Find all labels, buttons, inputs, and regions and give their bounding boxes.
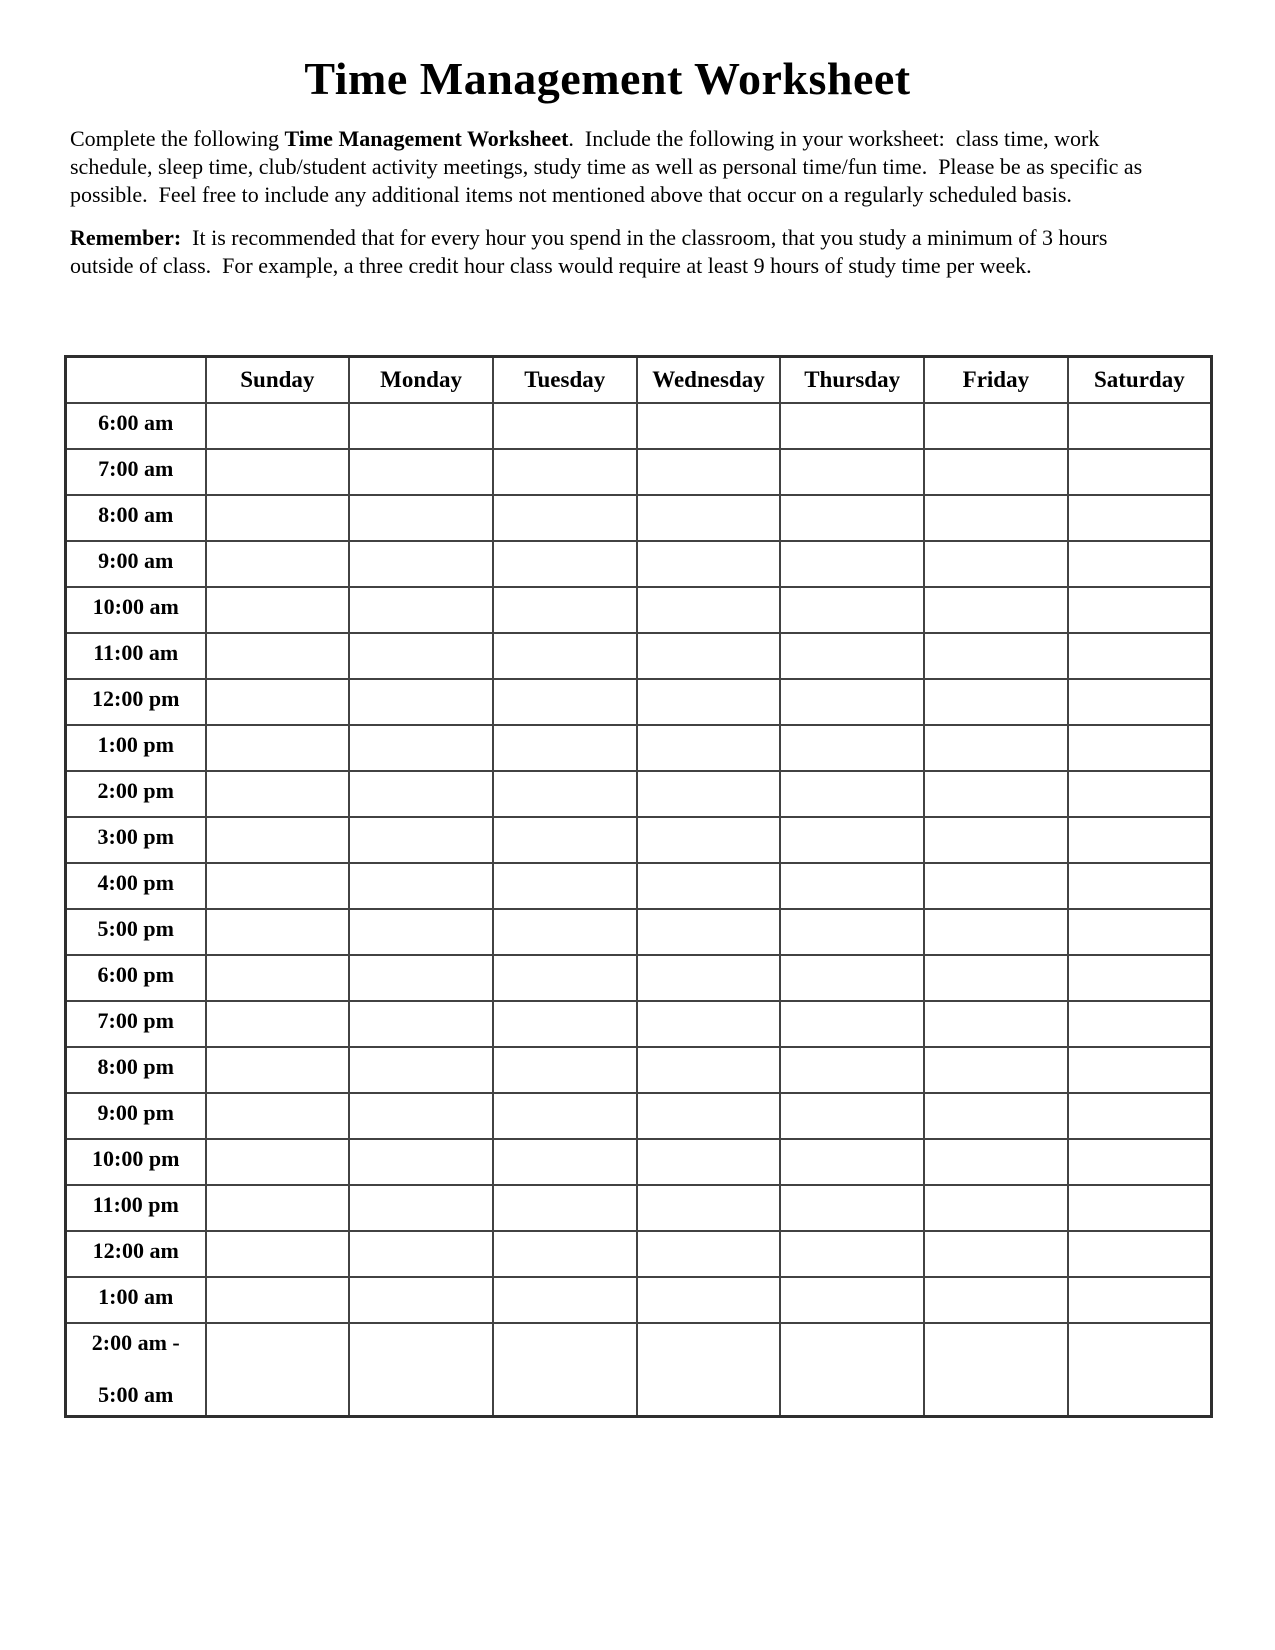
schedule-cell (1068, 449, 1212, 495)
schedule-cell (493, 955, 637, 1001)
day-header-saturday: Saturday (1068, 357, 1212, 403)
schedule-cell (1068, 1323, 1212, 1417)
schedule-cell (493, 1277, 637, 1323)
table-row (66, 909, 1212, 955)
schedule-cell (493, 1139, 637, 1185)
schedule-cell (780, 1185, 924, 1231)
schedule-cell (924, 725, 1068, 771)
schedule-cell (349, 403, 493, 449)
intro-paragraph (70, 125, 1148, 209)
schedule-cell (1068, 771, 1212, 817)
schedule-cell (924, 1139, 1068, 1185)
day-header-friday: Friday (924, 357, 1068, 403)
schedule-cell (206, 955, 350, 1001)
time-label: 8:00 am (66, 495, 206, 541)
schedule-cell (780, 449, 924, 495)
schedule-cell (493, 679, 637, 725)
schedule-cell (349, 1139, 493, 1185)
schedule-cell (206, 771, 350, 817)
reminder-paragraph (70, 224, 1145, 280)
schedule-cell (637, 1093, 781, 1139)
schedule-cell (206, 587, 350, 633)
schedule-cell (637, 771, 781, 817)
time-label: 11:00 am (66, 633, 206, 679)
schedule-cell (637, 1231, 781, 1277)
schedule-cell (349, 633, 493, 679)
table-row (66, 403, 1212, 449)
schedule-cell (349, 771, 493, 817)
schedule-cell (780, 909, 924, 955)
time-label: 1:00 am (66, 1277, 206, 1323)
table-row (66, 955, 1212, 1001)
time-label: 7:00 am (66, 449, 206, 495)
schedule-cell (1068, 1185, 1212, 1231)
day-header-sunday: Sunday (206, 357, 350, 403)
schedule-cell (493, 863, 637, 909)
schedule-cell (924, 541, 1068, 587)
schedule-cell (1068, 587, 1212, 633)
schedule-cell (924, 633, 1068, 679)
time-label: 11:00 pm (66, 1185, 206, 1231)
day-header-wednesday: Wednesday (637, 357, 781, 403)
schedule-cell (780, 817, 924, 863)
schedule-cell (349, 725, 493, 771)
schedule-cell (206, 725, 350, 771)
table-row (66, 725, 1212, 771)
schedule-cell (637, 633, 781, 679)
schedule-cell (924, 449, 1068, 495)
schedule-cell (924, 863, 1068, 909)
schedule-cell (349, 1185, 493, 1231)
schedule-cell (637, 909, 781, 955)
intro-bold-title: Time Management Worksheet (284, 126, 569, 151)
schedule-cell (349, 495, 493, 541)
schedule-cell (349, 1047, 493, 1093)
time-label: 12:00 am (66, 1231, 206, 1277)
schedule-cell (206, 909, 350, 955)
schedule-cell (493, 633, 637, 679)
schedule-cell (780, 955, 924, 1001)
table-row (66, 1047, 1212, 1093)
schedule-cell (493, 1185, 637, 1231)
schedule-cell (780, 1277, 924, 1323)
schedule-cell (637, 1185, 781, 1231)
schedule-cell (637, 679, 781, 725)
schedule-cell (637, 817, 781, 863)
table-row (66, 449, 1212, 495)
schedule-cell (349, 1001, 493, 1047)
schedule-cell (493, 403, 637, 449)
time-label: 10:00 am (66, 587, 206, 633)
table-row (66, 633, 1212, 679)
schedule-cell (1068, 725, 1212, 771)
schedule-cell (1068, 403, 1212, 449)
schedule-cell (1068, 1231, 1212, 1277)
time-label: 6:00 am (66, 403, 206, 449)
overnight-range-end: 5:00 am (98, 1381, 174, 1407)
schedule-cell (1068, 863, 1212, 909)
schedule-cell (924, 1231, 1068, 1277)
schedule-cell (780, 1139, 924, 1185)
schedule-cell (493, 1001, 637, 1047)
schedule-cell (637, 1277, 781, 1323)
schedule-cell (924, 955, 1068, 1001)
schedule-cell (1068, 495, 1212, 541)
day-header-monday: Monday (349, 357, 493, 403)
schedule-cell (924, 1323, 1068, 1417)
document-body (0, 0, 1275, 280)
schedule-cell (780, 771, 924, 817)
schedule-cell (637, 1047, 781, 1093)
schedule-cell (924, 1047, 1068, 1093)
page-title: Time Management Worksheet (304, 53, 911, 104)
schedule-cell (780, 863, 924, 909)
schedule-cell (206, 1231, 350, 1277)
schedule-cell (780, 587, 924, 633)
schedule-cell (493, 449, 637, 495)
schedule-cell (780, 1047, 924, 1093)
schedule-cell (206, 1185, 350, 1231)
intro-text-rest: . Include the following in your worksheet: class time, work schedule, sleep time, club/student activity meetings, study time as well as personal time/fun time. Please be as specific as possible. Feel free to include any additional items not mentioned above that occur on a regularly scheduled basis. (70, 126, 1148, 207)
schedule-cell (493, 541, 637, 587)
table-row (66, 587, 1212, 633)
time-label: 9:00 pm (66, 1093, 206, 1139)
time-label: 9:00 am (66, 541, 206, 587)
table-row (66, 1139, 1212, 1185)
table-row (66, 1093, 1212, 1139)
schedule-cell (493, 1047, 637, 1093)
schedule-cell (206, 449, 350, 495)
schedule-cell (637, 1001, 781, 1047)
schedule-cell (1068, 541, 1212, 587)
schedule-cell (780, 1001, 924, 1047)
schedule-cell (780, 725, 924, 771)
schedule-cell (349, 587, 493, 633)
schedule-cell (924, 909, 1068, 955)
table-row (66, 1277, 1212, 1323)
table-row-overnight (66, 1323, 1212, 1417)
schedule-cell (780, 633, 924, 679)
schedule-cell (206, 1001, 350, 1047)
table-row (66, 817, 1212, 863)
reminder-text: It is recommended that for every hour you spend in the classroom, that you study a minimum of 3 hours outside of class. For example, a three credit hour class would require at least 9 hours of study time per week. (70, 225, 1113, 278)
schedule-cell (206, 1093, 350, 1139)
corner-cell (66, 357, 206, 403)
schedule-cell (780, 403, 924, 449)
schedule-cell (924, 1001, 1068, 1047)
table-row (66, 679, 1212, 725)
schedule-cell (349, 955, 493, 1001)
table-row (66, 771, 1212, 817)
schedule-cell (349, 909, 493, 955)
time-label: 1:00 pm (66, 725, 206, 771)
schedule-cell (780, 1093, 924, 1139)
schedule-cell (637, 955, 781, 1001)
schedule-cell (493, 1323, 637, 1417)
table-row (66, 541, 1212, 587)
schedule-cell (924, 771, 1068, 817)
schedule-cell (206, 541, 350, 587)
time-label: 8:00 pm (66, 1047, 206, 1093)
reminder-label: Remember: (70, 225, 182, 250)
schedule-cell (206, 1277, 350, 1323)
table-row (66, 1185, 1212, 1231)
schedule-cell (493, 1231, 637, 1277)
schedule-cell (637, 1323, 781, 1417)
schedule-cell (780, 495, 924, 541)
time-label: 12:00 pm (66, 679, 206, 725)
schedule-cell (349, 1093, 493, 1139)
schedule-cell (1068, 679, 1212, 725)
overnight-range-start: 2:00 am - (91, 1329, 180, 1355)
table-row (66, 495, 1212, 541)
header-row (66, 357, 1212, 403)
schedule-cell (1068, 909, 1212, 955)
time-label: 3:00 pm (66, 817, 206, 863)
schedule-cell (493, 909, 637, 955)
schedule-cell (349, 679, 493, 725)
schedule-cell (1068, 1001, 1212, 1047)
schedule-cell (1068, 1047, 1212, 1093)
schedule-cell (637, 541, 781, 587)
schedule-cell (349, 1323, 493, 1417)
schedule-cell (780, 679, 924, 725)
time-label: 7:00 pm (66, 1001, 206, 1047)
schedule-cell (206, 679, 350, 725)
schedule-cell (637, 863, 781, 909)
schedule-cell (206, 817, 350, 863)
schedule-cell (637, 725, 781, 771)
time-label: 10:00 pm (66, 1139, 206, 1185)
schedule-cell (780, 1323, 924, 1417)
schedule-cell (206, 495, 350, 541)
schedule-cell (349, 817, 493, 863)
schedule-cell (493, 495, 637, 541)
table-row (66, 863, 1212, 909)
schedule-cell (349, 449, 493, 495)
schedule-cell (206, 863, 350, 909)
schedule-cell (924, 817, 1068, 863)
schedule-cell (206, 1047, 350, 1093)
time-label: 4:00 pm (66, 863, 206, 909)
schedule-cell (1068, 955, 1212, 1001)
schedule-cell (637, 1139, 781, 1185)
schedule-cell (924, 403, 1068, 449)
day-header-tuesday: Tuesday (493, 357, 637, 403)
schedule-cell (1068, 633, 1212, 679)
schedule-cell (637, 403, 781, 449)
time-label-overnight (66, 1323, 206, 1417)
schedule-cell (349, 1277, 493, 1323)
schedule-cell (1068, 1277, 1212, 1323)
schedule-cell (349, 863, 493, 909)
schedule-table (64, 355, 1213, 1418)
schedule-cell (924, 679, 1068, 725)
schedule-cell (493, 771, 637, 817)
schedule-cell (1068, 1093, 1212, 1139)
schedule-cell (1068, 1139, 1212, 1185)
schedule-cell (780, 541, 924, 587)
schedule-cell (924, 495, 1068, 541)
schedule-cell (493, 1093, 637, 1139)
schedule-cell (1068, 817, 1212, 863)
schedule-cell (780, 1231, 924, 1277)
day-header-thursday: Thursday (780, 357, 924, 403)
schedule-cell (206, 403, 350, 449)
table-row (66, 1001, 1212, 1047)
schedule-cell (349, 541, 493, 587)
time-label: 5:00 pm (66, 909, 206, 955)
schedule-cell (637, 495, 781, 541)
table-row (66, 1231, 1212, 1277)
schedule-cell (206, 1139, 350, 1185)
intro-text-start: Complete the following (70, 126, 285, 151)
schedule-cell (493, 725, 637, 771)
time-label: 2:00 pm (66, 771, 206, 817)
schedule-cell (924, 1277, 1068, 1323)
schedule-cell (637, 587, 781, 633)
schedule-cell (637, 449, 781, 495)
schedule-cell (493, 817, 637, 863)
schedule-cell (924, 1093, 1068, 1139)
schedule-cell (924, 587, 1068, 633)
schedule-cell (493, 587, 637, 633)
time-label: 6:00 pm (66, 955, 206, 1001)
schedule-cell (206, 633, 350, 679)
schedule-cell (206, 1323, 350, 1417)
schedule-cell (349, 1231, 493, 1277)
schedule-cell (924, 1185, 1068, 1231)
